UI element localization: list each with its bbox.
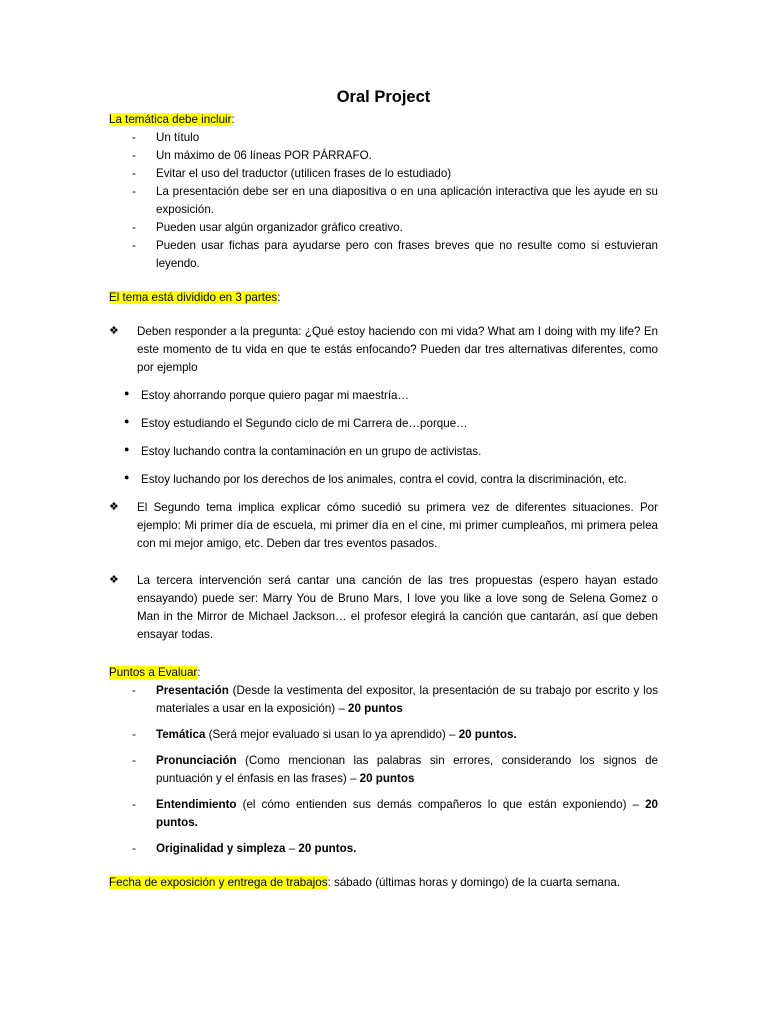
list-item: ● Estoy luchando por los derechos de los animales, contra el covid, contra la discriminación, etc. bbox=[124, 471, 627, 486]
diamond-bullet-icon: ❖ bbox=[109, 324, 119, 337]
list-item: - La presentación debe ser en una diapositiva o en una aplicación interactiva que les ayude en su exposición. bbox=[132, 184, 658, 216]
tematica-list bbox=[109, 129, 658, 273]
list-item: - Entendimiento (el cómo entienden sus demás compañeros lo que están exponiendo) – 20 puntos. bbox=[132, 798, 658, 830]
evaluation-list bbox=[109, 682, 658, 858]
document-content bbox=[109, 86, 658, 892]
bullet-icon: ● bbox=[124, 415, 130, 426]
highlighted-heading: Puntos a Evaluar bbox=[109, 666, 198, 680]
list-item: ● Estoy ahorrando porque quiero pagar mi maestría… bbox=[124, 387, 410, 402]
section-heading-tema: El tema está dividido en 3 partes: bbox=[109, 290, 281, 304]
highlighted-heading: Fecha de exposición y entrega de trabajos bbox=[109, 876, 328, 890]
bullet-icon: ● bbox=[124, 387, 130, 398]
list-item: - Un máximo de 06 líneas POR PÁRRAFO. bbox=[132, 149, 372, 163]
list-item: - Evitar el uso del traductor (utilicen frases de lo estudiado) bbox=[132, 167, 452, 180]
highlighted-heading: La temática debe incluir bbox=[109, 113, 232, 127]
list-item: - Originalidad y simpleza – 20 puntos. bbox=[132, 842, 357, 856]
diamond-bullet-icon: ❖ bbox=[109, 500, 119, 513]
page-title: Oral Project bbox=[336, 88, 431, 106]
bullet-icon: ● bbox=[124, 443, 130, 454]
delivery-date-paragraph: Fecha de exposición y entrega de trabajos: sábado (últimas horas y domingo) de la cuarta semana. bbox=[109, 876, 621, 890]
list-item: - Temática (Será mejor evaluado si usan lo ya aprendido) – 20 puntos. bbox=[132, 728, 517, 742]
list-item: - Pueden usar fichas para ayudarse pero con frases breves que no resulte como si estuvieran leyendo. bbox=[132, 238, 658, 270]
list-item: - Pronunciación (Como mencionan las palabras sin errores, considerando los signos de puntuación y el énfasis en las frases) – 20 puntos bbox=[132, 754, 658, 786]
bullet-icon: ● bbox=[124, 471, 130, 482]
diamond-bullet-icon: ❖ bbox=[109, 574, 119, 587]
list-item: - Pueden usar algún organizador gráfico creativo. bbox=[132, 220, 403, 234]
list-item: ● Estoy luchando contra la contaminación en un grupo de activistas. bbox=[124, 443, 482, 458]
section-heading-tematica: La temática debe incluir: bbox=[109, 113, 235, 127]
section-heading-puntos: Puntos a Evaluar: bbox=[109, 666, 201, 680]
highlighted-heading: El tema está dividido en 3 partes bbox=[109, 290, 278, 304]
part-one-paragraph: ❖ Deben responder a la pregunta: ¿Qué estoy haciendo con mi vida? What am I doing with my life? En este momento de tu vida en que te estás enfocando? Pueden dar tres alternativas diferentes, como por ejemplo bbox=[109, 324, 658, 374]
examples-list bbox=[109, 387, 658, 489]
part-three-paragraph: ❖ La tercera intervención será cantar una canción de las tres propuestas (espero hayan estado ensayando) puede ser: Marry You de Bruno Mars, I love you like a love song de Selena Gomez o Man in the Mirror de Michael Jackson… el profesor elegirá la canción que cantarán, así que deben ensayar todas. bbox=[109, 574, 658, 642]
list-item: ● Estoy estudiando el Segundo ciclo de mi Carrera de…porque… bbox=[124, 415, 468, 430]
list-item: - Un título bbox=[132, 131, 200, 145]
part-two-paragraph: ❖ El Segundo tema implica explicar cómo sucedió su primera vez de diferentes situaciones. Por ejemplo: Mi primer día de escuela, mi primer día en el cine, mi primer cumpleaños, mi primera pelea con mi mejor amigo, etc. Deben dar tres eventos pasados. bbox=[109, 500, 658, 550]
list-item: - Presentación (Desde la vestimenta del expositor, la presentación de su trabajo por escrito y los materiales a usar en la exposición) – 20 puntos bbox=[132, 684, 658, 716]
